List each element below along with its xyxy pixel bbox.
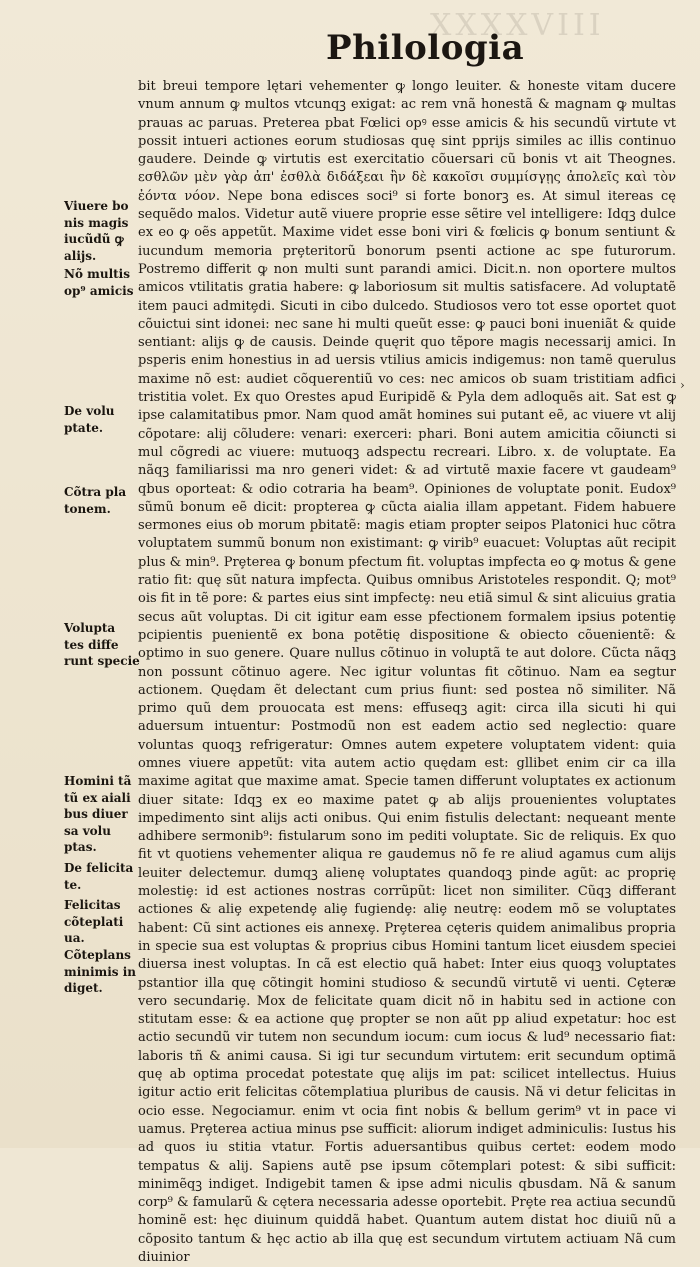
- marginal-notes: [64, 0, 140, 1148]
- note-line: ptas.: [64, 840, 97, 854]
- margin-mark: ›: [680, 378, 685, 392]
- note-de-felicitate: [64, 860, 136, 893]
- note-line: runt specie: [64, 654, 140, 668]
- note-line: De volu: [64, 404, 115, 418]
- note-cotemplans: [64, 947, 136, 997]
- note-line: te.: [64, 877, 82, 892]
- note-multis: [64, 266, 136, 299]
- note-line: ua.: [64, 931, 85, 945]
- note-line: alijs.: [64, 248, 97, 263]
- note-line: tũ ex aiali: [64, 790, 131, 805]
- note-line: sa volu: [64, 823, 111, 838]
- note-line: tonem.: [64, 501, 111, 516]
- note-line: Cõteplans: [64, 948, 131, 962]
- note-line: De felicita: [64, 861, 134, 875]
- note-line: ptate.: [64, 420, 104, 435]
- note-line: tes diffe: [64, 637, 119, 652]
- note-line: Homini tã: [64, 774, 132, 788]
- note-line: bus diuer: [64, 807, 128, 821]
- main-text: bit breui tempore lętari vehementer ꝙ longo leuiter. & honeste vitam ducere vnum annum ꝙ multos vtcunqꝫ exigat: ac rem vnã honestã & magnam ꝙ multas prauas ac paruas. Preterea pbat Fœlici opꝰ esse amicis & his secundũ virtute vt possit intueri actiones eorum studiosas quę sint pprijs similes ac illis continuo gaudere. Deinde ꝙ virtutis est exercitatio cõuersari cũ bonis vt ait Theognes. εσθλῶν μὲν γὰρ ἀπ' ἐσθλὰ διδάξεαι ἢν δὲ κακοῖσι συμμίσγῃς ἀπολεῖς καὶ τὸν ἐόντα νόον. Nepe bona edisces soci⁹ si forte bonorꝫ es. At simul itereas cę sequẽdo malos. Videtur autẽ viuere proprie esse sẽtire vel intelligere: Idqꝫ dulce ex eo ꝙ oẽs appetũt. Maxime videt esse boni viri & fœlicis ꝙ bonum sentiunt & iucundum memoria prȩteritorũ bonorum psenti actione ac spe futurorum. Postremo differit ꝙ non multi sunt parandi amici. Dicit.n. non oportere multos amicos vtilitatis gratia habere: ꝙ laboriosum sit multis satisfacere. Ad voluptatẽ item pauci admitȩdi. Sicuti in cibo dulcedo. Studiosos vero tot esse oportet quot cõuictui sint idonei: nec sane hi multi queũt esse: ꝙ pauci boni inueniãt & quide sentiant: alijs ꝙ de causis. Deinde quęrit quo tẽpore magis necessarij amici. In psperis enim honestius in ad uersis vtilius amicis indigemus: non tamẽ querulus maxime nõ est: audiet cõquerentiũ vo ces: nec amicos ob suam tristitiam adfici tristitia volet. Ex quo Orestes apud Euripidẽ & Pyla dem adloquẽs ait. Sat est ꝙ ipse calamitatibus pmor. Nam quod amãt homines sui putant eẽ, ac viuere vt alij cõpotare: alij cõludere: venari: exerceri: phari. Boni autem amicitia cõiuncti si mul cõgredi ac viuere: mutuoqꝫ adspectu recreari. Libro. x. de voluptate. Ea nãqꝫ familiarissi ma nro generi videt: & ad virtutẽ maxie facere vt gaudeam⁹ qbus oporteat: & odio cotraria ha beam⁹. Opiniones de voluptate ponit. Eudox⁹ sũmũ bonum eẽ dicit: propterea ꝙ cũcta aialia illam appetant. Fidem habuere sermones eius ob morum pbitatẽ: magis etiam propter seipos Platonici huc cõtra voluptatem summũ bonum non existimant: ꝙ virib⁹ euacuet: Voluptas aũt recipit plus & min⁹. Prȩterea ꝙ bonum pfectum fit. voluptas impfecta eo ꝙ motus & gene ratio fit: quę sũt natura impfecta. Quibus omnibus Aristoteles respondit. Q; mot⁹ ois fit in tẽ pore: & partes eius sint impfectȩ: neu etiã simul & sint alicuius gratia secus aũt voluptas. Di cit igitur eam esse pfectionem formalem ipsius potentiȩ pcipientis puenientẽ ex bona potẽtię dispositione & obiecto cõuenientẽ: & optimo in suo genere. Quare nullus cõtinuo in voluptã te aut dolore. Cũcta nãqꝫ non possunt cõtinuo agere. Nec igitur voluntas fit cõtinuo. Nam ea segtur actionem. Quędam ẽt delectant cum prius fiunt: sed postea nõ similiter. Nã primo quũ dem prouocata est mens: effuseqꝫ agit: circa illa sicuti hi qui aduersum intuentur: Postmodũ non est eadem actio sed neglectio: quare voluntas quoqꝫ refrigeratur: Omnes autem expetere voluptatem vident: quia omnes viuere appetũt: vita autem actio quędam est: gllibet enim cir ca illa maxime agitat que maxime amat. Specie tamen differunt voluptates ex actionum diuer sitate: Idqꝫ ex eo maxime patet ꝙ ab alijs prouenientes voluptates impedimento sint alijs acti onibus. Qui enim fistulis delectant: nequeant mente adhibere sermonib⁹: fistularum sono im pediti voluptate. Sic de reliquis. Ex quo fit vt quotiens vehementer aliqua re gaudemus nõ fe re aliud agamus cum alijs leuiter delectemur. dumqꝫ alienę voluptates quandoqꝫ pinde agũt: ac proprię molestiȩ: id est actiones nostras corrũpũt: licet non similiter. Cũqꝫ differant actiones & aliȩ expetendȩ aliȩ fugiendȩ: aliȩ neutrę: eodem mõ se voluptates habent: Cũ sint actiones eis annexȩ. Prȩterea cęteris quidem animalibus propria in specie sua est voluptas & proprius cibus Homini tantum licet eiusdem speciei diuersa inest voluptas. In cã est electio quã habet: Inter eius quoqꝫ voluptates pstantior illa quę cõtingit homini studioso & secundũ virtutẽ vi uenti. Cȩteræ vero secundariȩ. Mox de felicitate quam dicit nõ in habitu sed in actione con stitutam esse: & ea actione quȩ propter se non aũt pp aliud expetatur: hoc est actio secundũ vir tutem non secundum iocum: cum iocus & lud⁹ necessario fiat: laboris tñ & animi causa. Si igi tur secundum virtutem: erit secundum optimã quę ab optima procedat potestate quę alijs im pat: scilicet intellectus. Huius igitur actio erit felicitas cõtemplatiua pluribus de causis. Nã vi detur felicitas in ocio esse. Negociamur. enim vt ocia fint nobis & bellum gerim⁹ vt in pace vi uamus. Prȩterea actiua minus pse sufficit: aliorum indiget adminiculis: Iustus his ad quos iu stitia vtatur. Fortis aduersantibus quibus certet: eodem modo tempatus & alij. Sapiens autẽ pse ipsum cõtemplari potest: & sibi sufficit: minimẽqꝫ indiget. Indigebit tamen & ipse admi niculis qbusdam. Nã & sanum corp⁹ & famularũ & cętera necessaria adesse oportebit. Prȩte rea actiua secundũ hominẽ est: hęc diuinum quiddã habet. Quantum autem distat hoc diuiũ nũ a cõposito tantum & hęc actio ab illa quę est secundum virtutem actiuam Nã cum diuinior: [138, 79, 677, 1265]
- note-voluptates-differunt: [64, 620, 140, 670]
- bleed-through-text: XXXXVIII: [430, 8, 605, 43]
- note-homini: [64, 773, 136, 856]
- note-line: Viuere bo: [64, 199, 129, 213]
- note-cotra-platonem: [64, 484, 136, 517]
- running-head: Philologia: [326, 28, 525, 68]
- note-line: Cõtra pla: [64, 485, 127, 499]
- note-line: diget.: [64, 981, 103, 995]
- note-viuere: [64, 198, 136, 264]
- main-text-block: [138, 78, 677, 1265]
- note-line: nis magis: [64, 215, 129, 230]
- note-line: Nõ multis: [64, 267, 130, 281]
- note-line: cõteplati: [64, 914, 124, 929]
- note-line: Felicitas: [64, 898, 121, 912]
- note-line: op⁹ amicis: [64, 283, 134, 298]
- note-felicitas-cotemplatiua: [64, 897, 136, 947]
- note-line: minimis in: [64, 964, 137, 979]
- note-line: Volupta: [64, 621, 116, 635]
- note-voluptate: [64, 403, 136, 436]
- note-line: iucũdũ ꝙ: [64, 232, 124, 246]
